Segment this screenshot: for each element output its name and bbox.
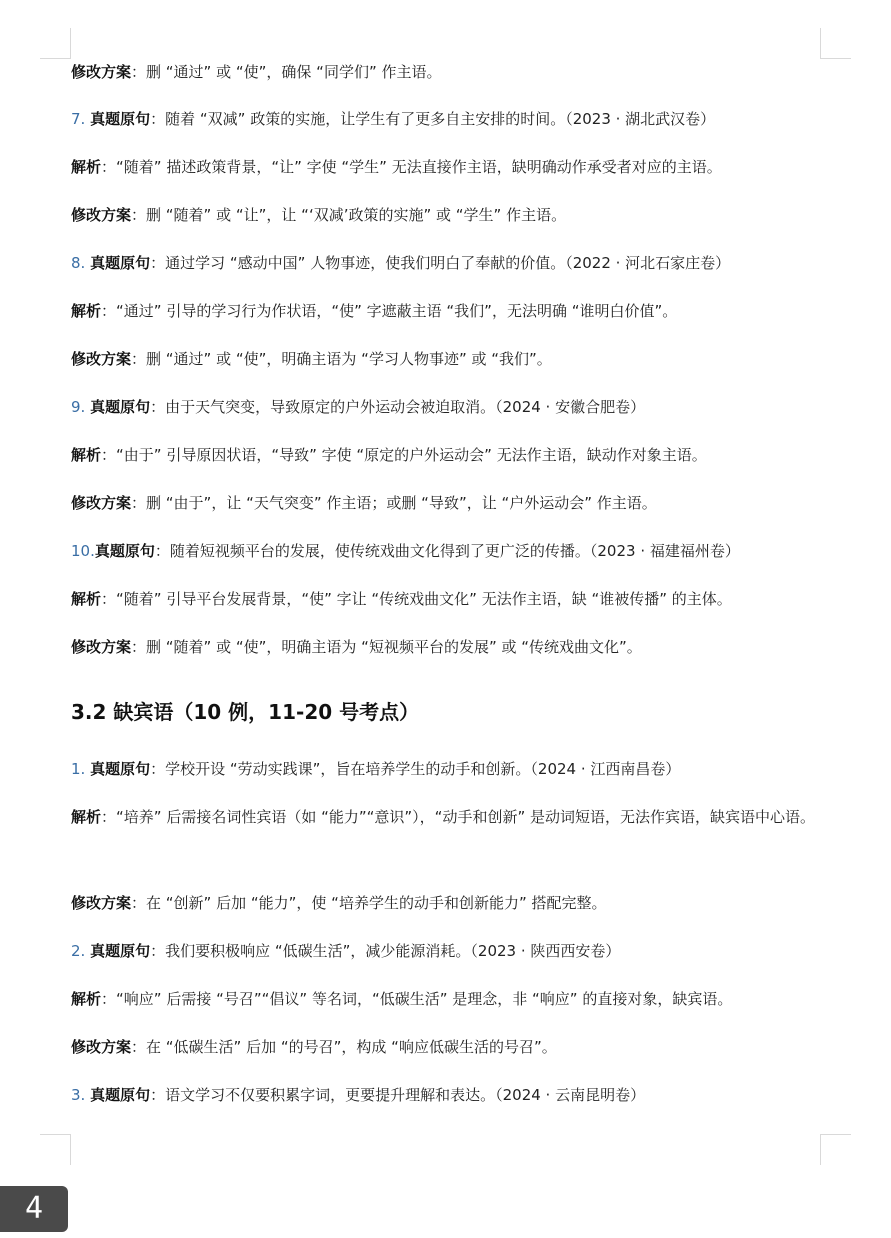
paragraph-label: 解析 <box>71 302 102 320</box>
paragraph-label: 修改方案 <box>71 638 132 656</box>
item-number: 1. <box>71 760 86 778</box>
paragraph-label: 真题原句 <box>94 542 155 560</box>
paragraph <box>71 585 831 613</box>
paragraph-text: ：删 “随着” 或 “让”，让 “‘双减’政策的实施” 或 “学生” 作主语。 <box>131 206 567 224</box>
paragraph-label: 解析 <box>71 590 102 608</box>
crop-mark-bottom-left <box>40 1134 71 1165</box>
paragraph-label: 修改方案 <box>71 63 132 81</box>
paragraph-text: ：“培养” 后需接名词性宾语（如 “能力”“意识”），“动手和创新” 是动词短语，无法作宾语，缺宾语中心语。 <box>101 808 815 826</box>
paragraph-text: ：“响应” 后需接 “号召”“倡议” 等名词，“低碳生活” 是理念，非 “响应” 的直接对象，缺宾语。 <box>101 990 733 1008</box>
paragraph <box>71 985 831 1013</box>
section-heading: 3.2 缺宾语（10 例，11-20 号考点） <box>71 700 420 724</box>
paragraph-text: ：由于天气突变，导致原定的户外运动会被迫取消。（2024 · 安徽合肥卷） <box>150 398 646 416</box>
paragraph <box>71 755 831 783</box>
paragraph-label: 修改方案 <box>71 206 132 224</box>
paragraph <box>71 633 831 661</box>
crop-mark-top-right <box>820 28 851 59</box>
item-number: 2. <box>71 942 86 960</box>
paragraph-text: ：我们要积极响应 “低碳生活”，减少能源消耗。（2023 · 陕西西安卷） <box>150 942 621 960</box>
paragraph-text: ：“由于” 引导原因状语，“导致” 字使 “原定的户外运动会” 无法作主语，缺动作对象主语。 <box>101 446 707 464</box>
paragraph-text: ：删 “通过” 或 “使”，明确主语为 “学习人物事迹” 或 “我们”。 <box>131 350 552 368</box>
item-number: 8. <box>71 254 86 272</box>
paragraph-text: ：通过学习 “感动中国” 人物事迹，使我们明白了奉献的价值。（2022 · 河北石家庄卷） <box>150 254 731 272</box>
paragraph <box>71 937 831 965</box>
paragraph-label: 修改方案 <box>71 494 132 512</box>
paragraph-label: 真题原句 <box>90 398 151 416</box>
paragraph <box>71 105 831 133</box>
paragraph <box>71 1081 831 1109</box>
paragraph-text: ：语文学习不仅要积累字词，更要提升理解和表达。（2024 · 云南昆明卷） <box>150 1086 646 1104</box>
item-number: 7. <box>71 110 86 128</box>
item-number: 3. <box>71 1086 86 1104</box>
paragraph-label: 真题原句 <box>90 254 151 272</box>
paragraph <box>71 797 831 837</box>
paragraph <box>71 537 831 565</box>
paragraph-label: 修改方案 <box>71 350 132 368</box>
paragraph <box>71 201 831 229</box>
paragraph-label: 解析 <box>71 990 102 1008</box>
paragraph-label: 修改方案 <box>71 1038 132 1056</box>
paragraph-text: ：删 “随着” 或 “使”，明确主语为 “短视频平台的发展” 或 “传统戏曲文化”。 <box>131 638 642 656</box>
item-number: 9. <box>71 398 86 416</box>
paragraph <box>71 441 831 469</box>
paragraph <box>71 393 831 421</box>
page-number-badge: 4 <box>0 1186 68 1232</box>
paragraph-label: 真题原句 <box>90 760 151 778</box>
paragraph-text: ：随着短视频平台的发展，使传统戏曲文化得到了更广泛的传播。（2023 · 福建福州卷） <box>154 542 740 560</box>
paragraph-label: 真题原句 <box>90 1086 151 1104</box>
paragraph <box>71 489 831 517</box>
paragraph <box>71 1033 831 1061</box>
paragraph-label: 解析 <box>71 158 102 176</box>
paragraph-text: ：删 “通过” 或 “使”，确保 “同学们” 作主语。 <box>131 63 442 81</box>
paragraph-label: 解析 <box>71 808 102 826</box>
paragraph-text: ：“随着” 描述政策背景，“让” 字使 “学生” 无法直接作主语，缺明确动作承受者对应的主语。 <box>101 158 722 176</box>
paragraph-text: ：“通过” 引导的学习行为作状语，“使” 字遮蔽主语 “我们”，无法明确 “谁明白价值”。 <box>101 302 678 320</box>
paragraph-text: ：在 “低碳生活” 后加 “的号召”，构成 “响应低碳生活的号召”。 <box>131 1038 557 1056</box>
paragraph-text: ：随着 “双减” 政策的实施，让学生有了更多自主安排的时间。（2023 · 湖北武汉卷） <box>150 110 716 128</box>
paragraph-label: 真题原句 <box>90 942 151 960</box>
crop-mark-top-left <box>40 28 71 59</box>
item-number: 10. <box>71 542 95 560</box>
paragraph <box>71 889 831 917</box>
paragraph-label: 真题原句 <box>90 110 151 128</box>
paragraph-text: ：“随着” 引导平台发展背景，“使” 字让 “传统戏曲文化” 无法作主语，缺 “谁被传播” 的主体。 <box>101 590 732 608</box>
paragraph <box>71 345 831 373</box>
paragraph <box>71 58 831 86</box>
paragraph <box>71 297 831 325</box>
paragraph-text: ：学校开设 “劳动实践课”，旨在培养学生的动手和创新。（2024 · 江西南昌卷） <box>150 760 681 778</box>
paragraph <box>71 249 831 277</box>
paragraph-text: ：删 “由于”，让 “天气突变” 作主语；或删 “导致”，让 “户外运动会” 作主语。 <box>131 494 657 512</box>
paragraph-text: ：在 “创新” 后加 “能力”，使 “培养学生的动手和创新能力” 搭配完整。 <box>131 894 607 912</box>
paragraph-label: 修改方案 <box>71 894 132 912</box>
paragraph-label: 解析 <box>71 446 102 464</box>
paragraph <box>71 153 831 181</box>
crop-mark-bottom-right <box>820 1134 851 1165</box>
